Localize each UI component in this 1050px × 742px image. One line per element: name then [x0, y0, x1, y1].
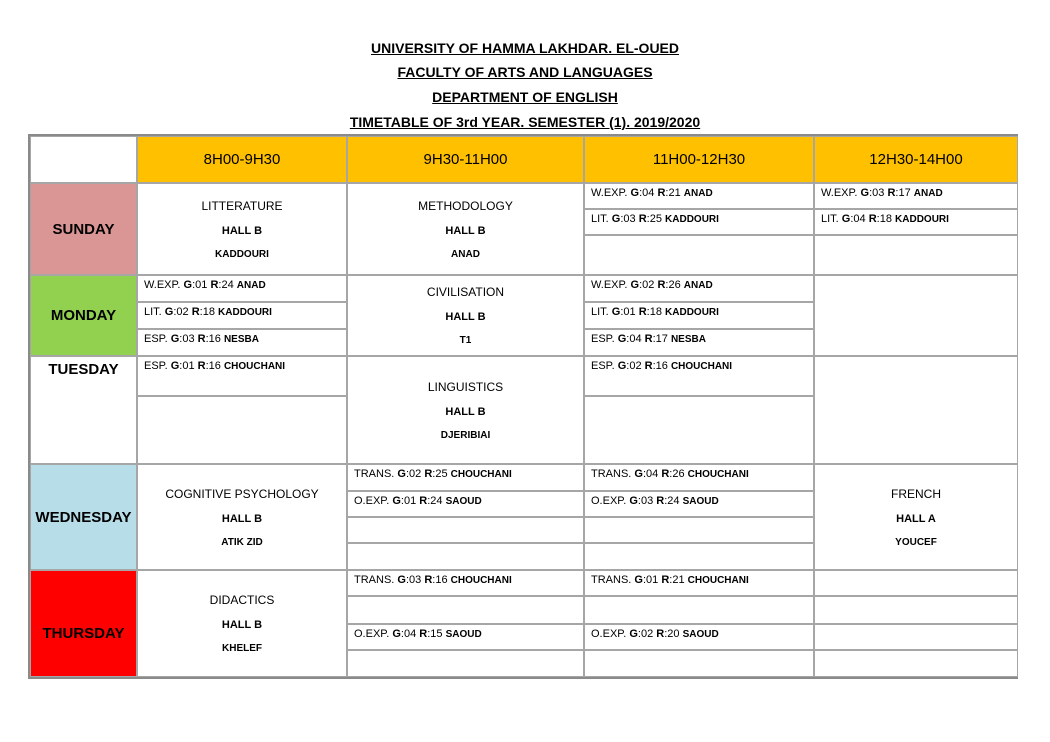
slot-teacher: ANAD [683, 188, 713, 199]
empty-cell [814, 356, 1018, 464]
slot-teacher: NESBA [670, 334, 706, 345]
group-label: G [629, 495, 638, 507]
room-number: :24 [664, 495, 680, 507]
slot-subject: ESP. [144, 333, 168, 345]
slot-teacher: SAOUD [682, 629, 719, 640]
empty-cell [814, 596, 1018, 624]
group-number: :03 [405, 574, 422, 586]
room-number: :16 [432, 574, 448, 586]
group-label: G [611, 213, 621, 225]
group-label: G [617, 333, 627, 345]
room-number: :17 [652, 333, 668, 345]
slot-row [584, 209, 814, 235]
empty-cell [584, 543, 814, 570]
day-sunday: SUNDAY [30, 183, 137, 275]
slot-subject: LIT. [591, 213, 609, 225]
group-label: G [634, 468, 643, 480]
room-label: R [644, 360, 653, 372]
course-name: METHODOLOGY [418, 198, 513, 213]
slot-subject: ESP. [144, 360, 168, 372]
course-name: CIVILISATION [426, 285, 505, 299]
room-label: R [656, 495, 665, 507]
empty-cell [584, 396, 814, 464]
timetable-grid [28, 134, 1018, 679]
course-hall: HALL A [896, 512, 936, 525]
slot-subject: ESP. [591, 333, 615, 345]
slot-subject: TRANS. [354, 468, 395, 480]
room-label: R [424, 574, 433, 586]
course-civilisation [347, 275, 584, 356]
course-teacher: KADDOURI [215, 248, 269, 260]
room-label: R [210, 279, 219, 291]
room-label: R [638, 306, 647, 318]
room-number: :24 [427, 495, 443, 507]
course-hall: HALL B [221, 619, 263, 631]
room-label: R [644, 333, 653, 345]
group-number: :01 [620, 306, 636, 318]
group-number: :03 [869, 187, 885, 199]
slot-subject: W.EXP. [144, 279, 181, 291]
room-number: :15 [427, 628, 443, 640]
group-number: :04 [400, 628, 417, 640]
empty-cell [137, 396, 347, 464]
room-label: R [868, 213, 877, 225]
group-number: :04 [850, 213, 866, 225]
slot-subject: LIT. [821, 213, 839, 225]
group-number: :01 [400, 495, 417, 507]
slot-row [137, 275, 347, 302]
slot-row [347, 570, 584, 596]
course-teacher: ATIK ZID [221, 536, 263, 548]
room-number: :21 [669, 574, 685, 586]
group-number: :04 [626, 333, 642, 345]
room-number: :16 [205, 360, 221, 372]
group-label: G [611, 306, 621, 318]
room-label: R [657, 279, 666, 291]
room-label: R [656, 628, 665, 640]
day-monday: MONDAY [30, 275, 137, 356]
room-number: :18 [646, 306, 662, 318]
course-teacher: ANAD [451, 248, 480, 260]
slot-teacher: CHOUCHANI [687, 469, 749, 480]
slot-row [347, 464, 584, 491]
slot-row [584, 275, 814, 302]
group-label: G [392, 495, 401, 507]
faculty-title: FACULTY OF ARTS AND LANGUAGES [397, 64, 653, 80]
group-label: G [860, 187, 870, 199]
slot-row [814, 209, 1018, 235]
course-linguistics [347, 356, 584, 464]
time-slot-header: 12H30-14H00 [814, 136, 1018, 183]
group-label: G [170, 333, 180, 345]
course-name: FRENCH [891, 486, 941, 501]
slot-teacher: KADDOURI [665, 307, 719, 318]
course-litterature [137, 183, 347, 275]
group-label: G [634, 574, 643, 586]
group-label: G [630, 279, 640, 291]
slot-teacher: KADDOURI [218, 307, 272, 318]
slot-subject: W.EXP. [591, 279, 628, 291]
course-teacher: DJERIBIAI [440, 429, 491, 441]
slot-row [584, 624, 814, 650]
slot-row [584, 183, 814, 209]
slot-subject: LIT. [591, 306, 609, 318]
slot-subject: TRANS. [591, 574, 632, 586]
course-teacher: YOUCEF [895, 536, 937, 548]
slot-row [584, 570, 814, 596]
day-thursday: THURSDAY [30, 570, 137, 677]
group-number: :03 [637, 495, 654, 507]
group-number: :03 [620, 213, 636, 225]
course-methodology [347, 183, 584, 275]
slot-row [137, 302, 347, 329]
group-label: G [617, 360, 627, 372]
slot-teacher: KADDOURI [895, 214, 949, 225]
slot-subject: LIT. [144, 306, 162, 318]
time-slot-header: 11H00-12H30 [584, 136, 814, 183]
day-wednesday: WEDNESDAY [30, 464, 137, 570]
slot-subject: O.EXP. [354, 495, 390, 507]
room-label: R [657, 187, 666, 199]
room-number: :26 [669, 468, 685, 480]
slot-row [584, 356, 814, 396]
group-number: :04 [639, 187, 655, 199]
slot-teacher: ANAD [683, 280, 713, 291]
slot-teacher: CHOUCHANI [687, 575, 749, 586]
slot-subject: O.EXP. [591, 495, 627, 507]
slot-teacher: SAOUD [445, 496, 482, 507]
course-hall: HALL B [445, 224, 486, 237]
group-number: :02 [637, 628, 654, 640]
room-number: :16 [652, 360, 668, 372]
room-number: :18 [876, 213, 892, 225]
room-label: R [197, 360, 206, 372]
department-title: DEPARTMENT OF ENGLISH [432, 89, 618, 105]
empty-cell [814, 624, 1018, 650]
group-number: :02 [173, 306, 189, 318]
empty-cell [30, 136, 137, 183]
room-label: R [424, 468, 433, 480]
university-title: UNIVERSITY OF HAMMA LAKHDAR. EL-OUED [371, 40, 679, 56]
group-number: :01 [179, 360, 195, 372]
slot-subject: W.EXP. [591, 187, 628, 199]
slot-row [347, 491, 584, 517]
room-number: :25 [646, 213, 662, 225]
slot-teacher: CHOUCHANI [670, 361, 733, 372]
slot-row [584, 329, 814, 356]
empty-cell [584, 650, 814, 677]
slot-subject: W.EXP. [821, 187, 858, 199]
timetable-title: TIMETABLE OF 3rd YEAR. SEMESTER (1). 2019/2020 [349, 114, 701, 130]
room-number: :25 [432, 468, 448, 480]
slot-row [137, 329, 347, 356]
slot-row [137, 356, 347, 396]
slot-row [584, 464, 814, 491]
empty-cell [347, 650, 584, 677]
course-hall: HALL B [445, 311, 486, 323]
course-teacher: T1 [459, 335, 472, 346]
empty-cell [814, 650, 1018, 677]
slot-teacher: ANAD [913, 188, 943, 199]
group-label: G [170, 360, 180, 372]
empty-cell [584, 517, 814, 543]
group-number: :01 [192, 279, 208, 291]
group-label: G [841, 213, 851, 225]
course-name: LITTERATURE [201, 198, 283, 213]
course-name: COGNITIVE PSYCHOLOGY [165, 486, 319, 501]
empty-cell [347, 517, 584, 543]
group-number: :02 [405, 468, 422, 480]
group-number: :02 [626, 360, 642, 372]
room-label: R [661, 574, 670, 586]
slot-teacher: SAOUD [445, 629, 482, 640]
slot-teacher: CHOUCHANI [223, 361, 286, 372]
empty-cell [584, 596, 814, 624]
room-number: :17 [895, 187, 911, 199]
course-french [814, 464, 1018, 570]
slot-teacher: NESBA [223, 334, 259, 345]
empty-cell [584, 235, 814, 275]
room-number: :20 [664, 628, 680, 640]
course-hall: HALL B [221, 224, 263, 237]
group-label: G [397, 574, 406, 586]
course-didactics [137, 570, 347, 677]
empty-cell [814, 235, 1018, 275]
room-number: :18 [199, 306, 215, 318]
slot-subject: TRANS. [354, 574, 395, 586]
course-teacher: KHELEF [222, 643, 262, 654]
group-number: :02 [639, 279, 655, 291]
course-cognitive-psychology [137, 464, 347, 570]
course-hall: HALL B [445, 405, 486, 418]
time-slot-header: 8H00-9H30 [137, 136, 347, 183]
slot-teacher: KADDOURI [665, 214, 719, 225]
group-number: :03 [179, 333, 195, 345]
room-label: R [887, 187, 896, 199]
course-hall: HALL B [221, 512, 263, 525]
group-label: G [397, 468, 406, 480]
course-name: DIDACTICS [209, 593, 275, 607]
slot-subject: TRANS. [591, 468, 632, 480]
slot-teacher: CHOUCHANI [450, 469, 512, 480]
group-label: G [183, 279, 193, 291]
empty-cell [814, 570, 1018, 596]
group-number: :01 [642, 574, 659, 586]
slot-row [584, 491, 814, 517]
room-label: R [419, 628, 428, 640]
empty-cell [347, 596, 584, 624]
day-tuesday: TUESDAY [30, 356, 137, 464]
course-name: LINGUISTICS [427, 379, 504, 394]
room-number: :26 [665, 279, 681, 291]
room-label: R [419, 495, 428, 507]
slot-teacher: CHOUCHANI [450, 575, 512, 586]
empty-cell [814, 275, 1018, 356]
slot-teacher: SAOUD [682, 496, 719, 507]
room-label: R [638, 213, 647, 225]
group-number: :04 [642, 468, 659, 480]
room-label: R [191, 306, 200, 318]
slot-subject: ESP. [591, 360, 615, 372]
group-label: G [630, 187, 640, 199]
slot-row [347, 624, 584, 650]
slot-row [584, 302, 814, 329]
room-number: :16 [205, 333, 221, 345]
room-number: :24 [218, 279, 234, 291]
room-label: R [197, 333, 206, 345]
room-label: R [661, 468, 670, 480]
slot-teacher: ANAD [236, 280, 266, 291]
empty-cell [347, 543, 584, 570]
slot-subject: O.EXP. [354, 628, 390, 640]
slot-subject: O.EXP. [591, 628, 627, 640]
group-label: G [164, 306, 174, 318]
group-label: G [392, 628, 401, 640]
slot-row [814, 183, 1018, 209]
group-label: G [629, 628, 638, 640]
time-slot-header: 9H30-11H00 [347, 136, 584, 183]
room-number: :21 [665, 187, 681, 199]
